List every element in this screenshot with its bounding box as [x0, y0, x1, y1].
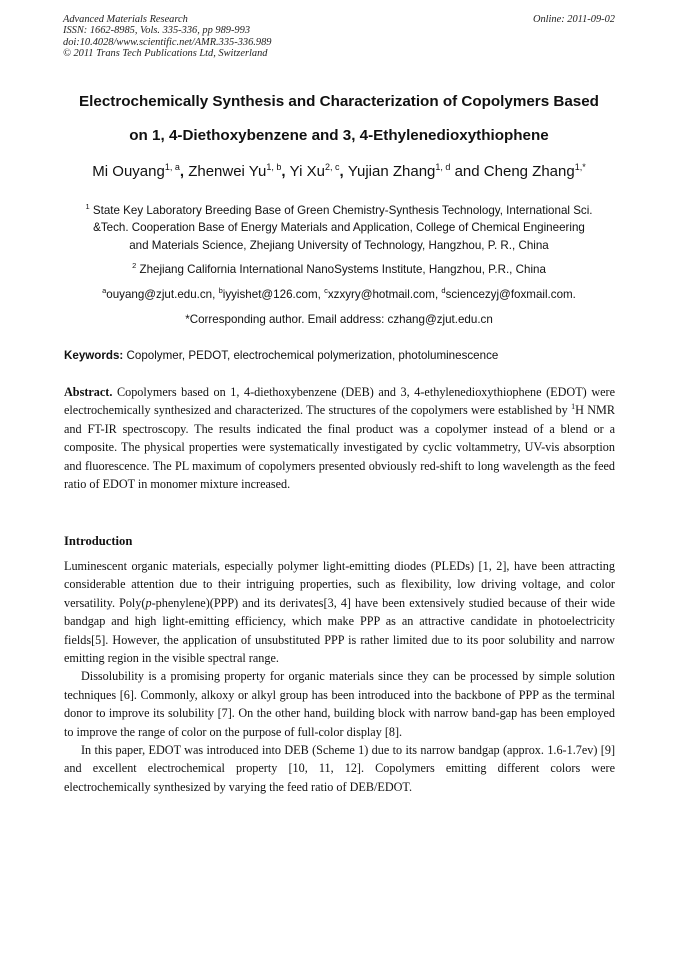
issn-line: ISSN: 1662-8985, Vols. 335-336, pp 989-993	[63, 25, 251, 37]
keywords-line	[64, 349, 624, 362]
author-separator: and	[450, 163, 484, 180]
keywords-text: Copolymer, PEDOT, electrochemical polymerization, photoluminescence	[123, 349, 499, 362]
paragraph-text: -phenylene)(PPP) and its derivates[3, 4] have been extensively studied because of their wide bandgap and high light-emitting efficiency, which make PPP as an attractive candidate in photoelectricity fields[5]. However, the application of unsubstituted PPP is rather limited due to its poor solubility and narrow emitting region in the visible spectral range.	[64, 595, 616, 666]
affiliation-text: Zhejiang California International NanoSystems Institute, Hangzhou, P.R., China	[139, 263, 546, 276]
email-address: xzxyry@hotmail.com,	[327, 288, 442, 301]
email-address: ouyang@zjut.edu.cn,	[106, 288, 219, 301]
author-affiliation-mark: 1, a	[164, 162, 180, 172]
email-address: iyyishet@126.com,	[222, 288, 325, 301]
corresponding-author: *Corresponding author. Email address: czhang@zjut.edu.cn	[185, 313, 493, 326]
affiliation-text: State Key Laboratory Breeding Base of Green Chemistry-Synthesis Technology, International Sci.	[92, 204, 593, 217]
abstract-paragraph	[64, 383, 615, 493]
author-name: Yi Xu	[289, 163, 325, 180]
author-separator: ,	[339, 163, 348, 180]
email-mark: b	[218, 286, 223, 295]
affiliation-1-line-2: &Tech. Cooperation Base of Energy Materials and Application, College of Chemical Engineering	[93, 221, 585, 234]
paper-title-line-2: on 1, 4-Diethoxybenzene and 3, 4-Ethylenedioxythiophene	[129, 127, 549, 144]
paragraph-text: Luminescent organic materials, especially polymer light-emitting diodes (PLEDs) [1, 2], have been attracting considerable attention due to their intriguing properties, such as flexibility, low driving voltage, and color versatility. Poly(	[64, 559, 615, 610]
introduction-paragraph-1	[64, 557, 615, 667]
email-mark: d	[441, 286, 446, 295]
italic-text: p	[145, 595, 152, 610]
paper-title-line-1: Electrochemically Synthesis and Characterization of Copolymers Based	[79, 93, 599, 110]
journal-header	[63, 14, 615, 59]
author-name: Yujian Zhang	[347, 163, 436, 180]
keywords-label: Keywords:	[64, 349, 124, 362]
author-affiliation-mark: 1, d	[435, 162, 451, 172]
introduction-paragraph-2: Dissolubility is a promising property for organic materials since they can be processed by simple solution techniques [6]. Commonly, alkoxy or alkyl group has been introduced into the backbone of PPP as the terminal donor to improve its solubility [7]. On the other hand, building block with narrow band-gap has been employed to improve the range of color on the purpose of full-color display [8].	[64, 669, 615, 739]
abstract-label: Abstract.	[64, 385, 113, 399]
author-separator: ,	[281, 163, 290, 180]
affiliation-2	[30, 263, 648, 276]
email-mark: a	[102, 286, 107, 295]
introduction-heading: Introduction	[64, 534, 133, 548]
author-separator: ,	[179, 163, 189, 180]
affiliation-number: 2	[132, 261, 137, 270]
introduction-paragraph-3: In this paper, EDOT was introduced into DEB (Scheme 1) due to its narrow bandgap (approx. 1.6-1.7ev) [9] and excellent electrochemical property [10, 11, 12]. Copolymers emitting different colors were electrochemically synthesized by varying the feed ratio of DEB/EDOT.	[64, 743, 615, 794]
author-affiliation-mark: 1,*	[574, 162, 586, 172]
author-name: Mi Ouyang	[92, 163, 165, 180]
online-date: Online: 2011-09-02	[532, 14, 615, 25]
introduction-body	[64, 557, 615, 796]
author-name: Zhenwei Yu	[188, 163, 267, 180]
author-name: Cheng Zhang	[483, 163, 575, 180]
copyright-line: © 2011 Trans Tech Publications Ltd, Switzerland	[63, 47, 268, 59]
journal-name: Advanced Materials Research	[63, 14, 188, 25]
email-list	[30, 288, 648, 301]
abstract-text: H NMR and FT-IR spectroscopy. The results indicated the final product was a copolymer instead of a blend or a composite. The physical properties were systematically investigated by cyclic voltammetry, UV-vis absorption and fluorescence. The PL maximum of copolymers presented obviously red-shift to long wavelength as the feed ratio of EDOT in monomer mixture increased.	[64, 403, 615, 492]
author-affiliation-mark: 2, c	[324, 162, 340, 172]
affiliation-1-line-3: and Materials Science, Zhejiang University of Technology, Hangzhou, P. R., China	[129, 239, 549, 252]
affiliation-number: 1	[85, 202, 90, 211]
doi-line: doi:10.4028/www.scientific.net/AMR.335-336.989	[63, 36, 272, 48]
affiliation-1-line-1	[30, 204, 648, 217]
author-affiliation-mark: 1, b	[266, 162, 282, 172]
abstract-text: Copolymers based on 1, 4-diethoxybenzene (DEB) and 3, 4-ethylenedioxythiophene (EDOT) were electrochemically synthesized and characterized. The structures of the copolymers were established by	[64, 385, 615, 418]
abstract-superscript: 1	[571, 402, 576, 412]
email-mark: c	[324, 286, 328, 295]
author-list	[0, 163, 678, 180]
email-address: sciencezyj@foxmail.com.	[445, 288, 576, 301]
